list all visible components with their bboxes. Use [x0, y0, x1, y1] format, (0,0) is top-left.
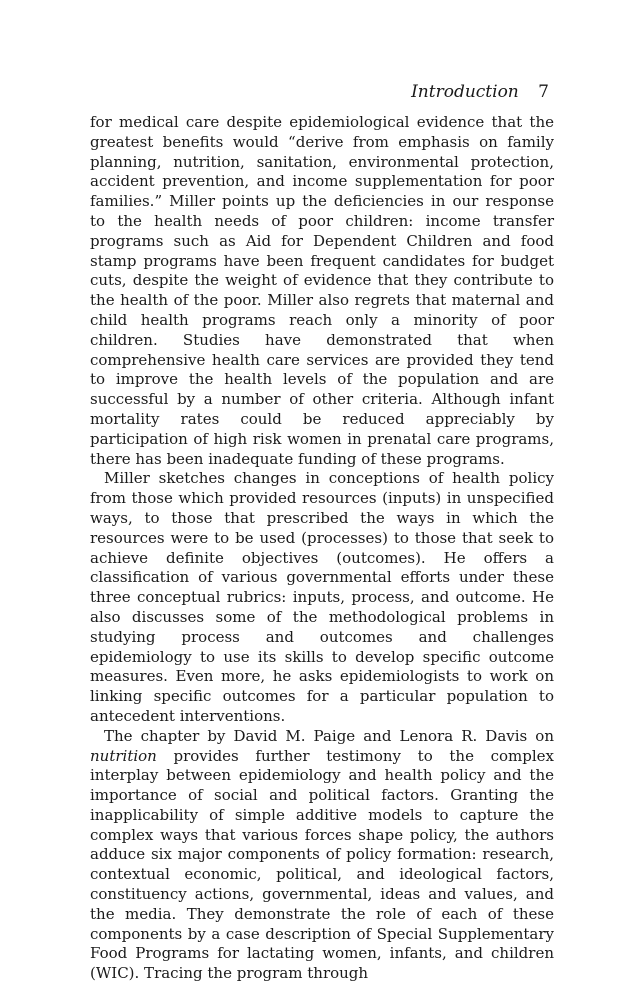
paragraph-3-lead: The chapter by David M. Paige and Lenora R. Davis on [104, 726, 554, 745]
running-head-section-title: Introduction [411, 82, 519, 102]
paragraph-1 [90, 113, 554, 469]
running-head [411, 80, 549, 104]
paragraph-2 [90, 469, 554, 726]
paragraph-2-text: Miller sketches changes in conceptions of health policy from those which provided resources (inputs) in unspecified ways, to those that prescribed the ways in which the resources were to be used (processes) to those that seek to achieve definite objectives (outcomes). He offers a classification of various governmental efforts under these three conceptual rubrics: inputs, process, and outcome. He also discusses some of the methodological problems in studying process and outcomes and challenges epidemiology to use its skills to develop specific outcome measures. Even more, he asks epidemiologists to work on linking specific outcomes for a particular population to antecedent interventions. [90, 469, 554, 725]
paragraph-1-text: for medical care despite epidemiological evidence that the greatest benefits would “derive from emphasis on family planning, nutrition, sanitation, environmental protection, accident prevention, and income supplementation for poor families.” Miller points up the deficiencies in our response to the health needs of poor children: income transfer programs such as Aid for Dependent Children and food stamp programs have been frequent candidates for budget cuts, despite the weight of evidence that they contribute to the health of the poor. Miller also regrets that maternal and child health programs reach only a minority of poor children. Studies have demonstrated that when comprehensive health care services are provided they tend to improve the health levels of the population and are successful by a number of other criteria. Although infant mortality rates could be reduced appreciably by participation of high risk women in prenatal care programs, there has been inadequate funding of these programs. [90, 113, 554, 468]
paragraph-3-italic-term: nutrition [90, 746, 157, 765]
page-number: 7 [538, 82, 549, 102]
paragraph-3-text: provides further testimony to the complex interplay between epidemiology and health policy and the importance of social and political factors. Granting the inapplicability of simple additive models to capture the complex ways that various forces shape policy, the authors adduce six major components of policy formation: research, contextual economic, political, and ideological factors, constituency actions, governmental, ideas and values, and the media. They demonstrate the role of each of these components by a case description of Special Supplementary Food Programs for lactating women, infants, and children (WIC). Tracing the program through [90, 746, 554, 983]
body-text [90, 113, 554, 984]
paragraph-3 [90, 727, 554, 984]
